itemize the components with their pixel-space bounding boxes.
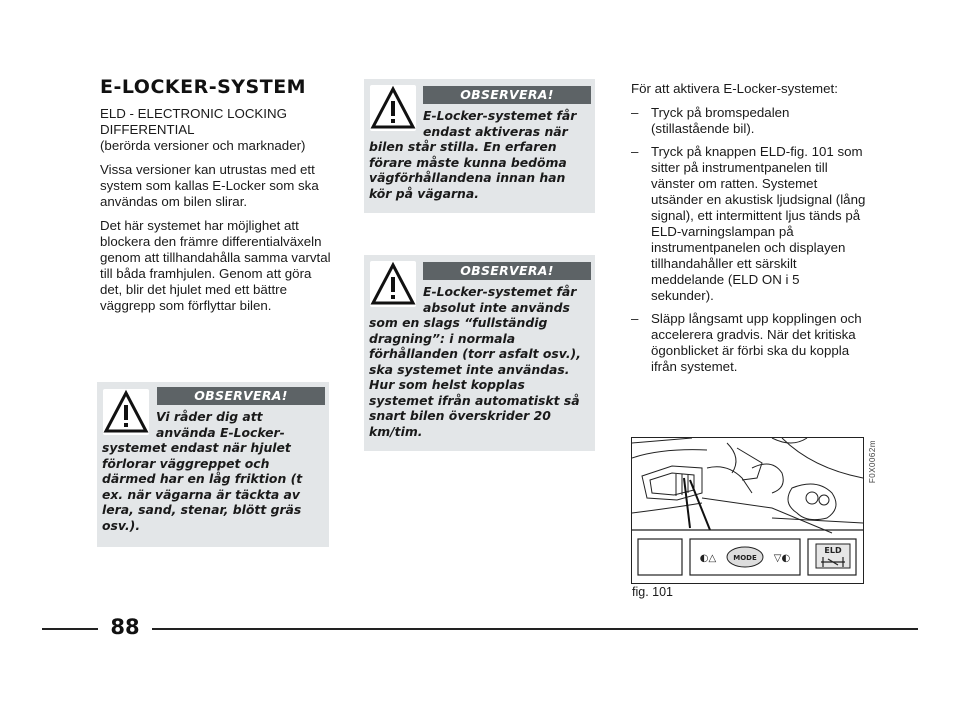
- step-text: Tryck på bromspedalen (stillastående bil).: [651, 105, 790, 136]
- dashboard-illustration: [631, 437, 864, 584]
- right-column: [631, 81, 866, 382]
- list-dash: –: [631, 144, 639, 159]
- step-text: Tryck på knappen ELD-fig. 101 som sitter på instrumentpanelen till vänster om ratten. Systemet utsänder en akustisk ljudsignal (lång signal), ett intermittent ljus tänds på ELD-varningslampan på instrumentpanelen och displayen tillhandahåller ett särskilt meddelande (ELD ON i 5 sekunder).: [651, 144, 866, 303]
- list-item: [631, 144, 866, 304]
- warning-header: OBSERVERA!: [423, 86, 591, 104]
- warning-box: [97, 382, 329, 547]
- warning-box: [364, 255, 595, 451]
- dashboard-drawing: [632, 438, 863, 583]
- svg-text:▽◐: ▽◐: [773, 553, 791, 564]
- list-item: [631, 105, 866, 137]
- warning-text: [102, 409, 324, 533]
- paragraph: Det här systemet har möjlighet att blockera den främre differentialväxeln genom att tillhandahålla samma varvtal till båda framhjulen. Genom att göra det, blir det hjulet med ett bättre väggrepp som förflyttar bilen.: [100, 218, 331, 313]
- warning-text-lead: Vi råder dig att använda E-Locker-: [156, 409, 285, 440]
- subtitle-line: DIFFERENTIAL: [100, 122, 195, 137]
- subtitle-note: (berörda versioner och marknader): [100, 138, 306, 153]
- warning-text-lead: E-Locker-systemet får absolut inte används: [423, 284, 577, 315]
- svg-text:◐△: ◐△: [699, 553, 717, 564]
- figure-caption: fig. 101: [632, 585, 674, 599]
- footer-rule-right: [152, 628, 918, 630]
- intro-text: För att aktivera E-Locker-systemet:: [631, 81, 838, 96]
- warning-text-body: som en slags “fullständig dragning”: i normala förhållanden (torr asfalt osv.), ska systemet inte användas. Hur som helst kopplas systemet ifrån automatiskt så snart bilen överskrider 20 km/tim.: [369, 315, 581, 439]
- warning-box: [364, 79, 595, 213]
- warning-header: OBSERVERA!: [157, 387, 325, 405]
- figure-code: F0X0062m: [868, 440, 877, 484]
- list-item: [631, 311, 866, 375]
- warning-text-body: systemet endast när hjulet förlorar väggreppet och därmed har en låg friktion (t ex. när vägarna är täckta av lera, sand, stenar, blött gräs osv.).: [102, 440, 303, 533]
- eld-button-label: ELD: [824, 546, 842, 555]
- warning-text-body: bilen står stilla. En erfaren förare måste kunna bedöma vägförhållandena innan han kör på vägarna.: [369, 139, 567, 201]
- warning-header: OBSERVERA!: [423, 262, 591, 280]
- warning-text: [369, 108, 590, 201]
- list-dash: –: [631, 311, 639, 326]
- paragraph: Vissa versioner kan utrustas med ett system som kallas E-Locker som ska användas om bilen slirar.: [100, 162, 319, 209]
- mode-button-label: MODE: [733, 554, 757, 562]
- subtitle-line: ELD - ELECTRONIC LOCKING: [100, 106, 287, 121]
- steps-list: [631, 105, 866, 375]
- footer-rule-left: [42, 628, 98, 630]
- warning-text-lead: E-Locker-systemet får endast aktiveras när: [423, 108, 577, 139]
- list-dash: –: [631, 105, 639, 120]
- page-title: E-LOCKER-SYSTEM: [100, 76, 307, 98]
- warning-text: [369, 284, 591, 439]
- page-number: 88: [110, 615, 140, 639]
- step-text: Släpp långsamt upp kopplingen och accelerera gradvis. När det kritiska ögonblicket är förbi ska du koppla ifrån systemet.: [651, 311, 862, 374]
- left-column: [100, 106, 332, 322]
